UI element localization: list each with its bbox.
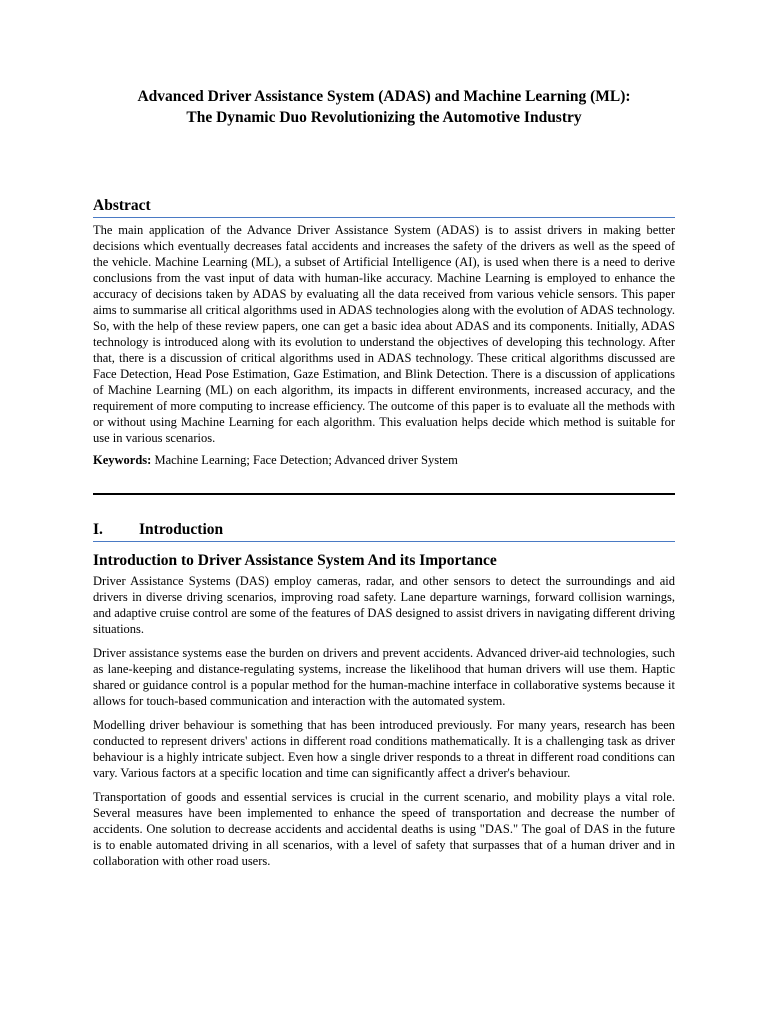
section-divider (93, 493, 675, 495)
keywords-label: Keywords: (93, 453, 152, 467)
intro-paragraph-3: Modelling driver behaviour is something that has been introduced previously. For many years, research has been conducted to represent drivers' actions in different road conditions mathematically. It is a challenging task as driver behaviour is a highly intricate subject. Even how a single driver responds to a threat in different road conditions can vary. Various factors at a specific location and time can significantly affect a driver's behaviour. (93, 718, 675, 780)
keywords-text: Machine Learning; Face Detection; Advanced driver System (154, 453, 458, 467)
abstract-heading: Abstract (93, 196, 675, 218)
paper-title (93, 86, 675, 128)
section-heading-introduction (93, 520, 675, 542)
section-number: I. (93, 521, 103, 538)
title-line-2: The Dynamic Duo Revolutionizing the Automotive Industry (186, 109, 582, 126)
section-title: Introduction (139, 521, 224, 538)
intro-paragraph-1: Driver Assistance Systems (DAS) employ cameras, radar, and other sensors to detect the surroundings and aid drivers in diverse driving scenarios, improving road safety. Lane departure warnings, forward collision warnings, and adaptive cruise control are some of the features of DAS designed to assist drivers in navigating different driving situations. (93, 574, 675, 636)
intro-paragraph-4: Transportation of goods and essential services is crucial in the current scenario, and mobility plays a vital role. Several measures have been implemented to enhance the speed of transportation and decrease the number of accidents. One solution to decrease accidents and accidental deaths is using "DAS." The goal of DAS in the future is to enable automated driving in all scenarios, with a level of safety that surpasses that of a human driver and in collaboration with other road users. (93, 790, 675, 868)
keywords (93, 452, 675, 468)
title-line-1: Advanced Driver Assistance System (ADAS) and Machine Learning (ML): (137, 88, 631, 105)
abstract-text: The main application of the Advance Driver Assistance System (ADAS) is to assist drivers in making better decisions which eventually decreases fatal accidents and increases the safety of the drivers as well as the speed of the vehicle. Machine Learning (ML), a subset of Artificial Intelligence (AI), is used when there is a need to derive conclusions from the vast input of data with human-like accuracy. Machine Learning is employed to enhance the accuracy of decisions taken by ADAS by evaluating all the data received from various vehicle sensors. This paper aims to summarise all critical algorithms used in ADAS technologies along with the evolution of ADAS technology. So, with the help of these review papers, one can get a basic idea about ADAS and its components. Initially, ADAS technology is introduced along with its evolution to understand the objectives of developing this technology. After that, there is a discussion of critical algorithms used in ADAS technology. These critical algorithms discussed are Face Detection, Head Pose Estimation, Gaze Estimation, and Blink Detection. There is a discussion of applications of Machine Learning (ML) on each algorithm, its impacts in different environments, increased accuracy, and the requirement of more computing to increase efficiency. The outcome of this paper is to evaluate all the methods with or without using Machine Learning for each algorithm. This evaluation helps decide which method is suitable for use in various scenarios. (93, 223, 675, 445)
subsection-heading: Introduction to Driver Assistance System And its Importance (93, 552, 497, 569)
intro-paragraph-2: Driver assistance systems ease the burden on drivers and prevent accidents. Advanced driver-aid technologies, such as lane-keeping and distance-regulating systems, increase the likelihood that human drivers will use them. Haptic shared or guidance control is a popular method for the human-machine interface in collaborative systems because it allows for touch-based communication and interaction with the automated system. (93, 646, 675, 708)
